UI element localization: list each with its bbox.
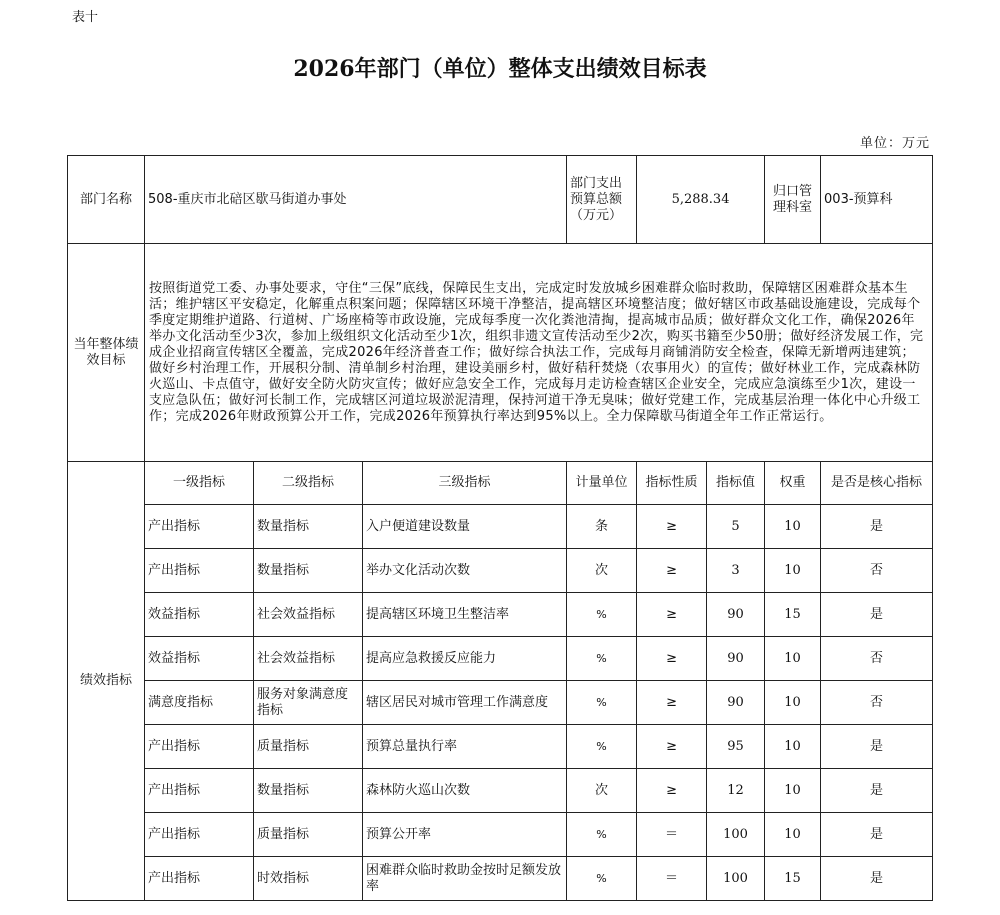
nature-cell: ≥	[637, 769, 707, 813]
nature-cell: ≥	[637, 593, 707, 637]
table-row	[68, 637, 933, 681]
value-cell: 90	[707, 637, 765, 681]
level2-cell: 时效指标	[254, 857, 363, 901]
table-row	[68, 725, 933, 769]
dept-name-label: 部门名称	[68, 156, 145, 244]
level1-cell: 产出指标	[145, 549, 254, 593]
level1-cell: 产出指标	[145, 769, 254, 813]
value-cell: 90	[707, 593, 765, 637]
column-header: 指标值	[707, 462, 765, 505]
level3-cell: 提高应急救援反应能力	[363, 637, 567, 681]
header-row	[68, 156, 933, 244]
level2-cell: 社会效益指标	[254, 593, 363, 637]
core-cell: 是	[821, 769, 933, 813]
budget-label: 部门支出预算总额（万元）	[567, 156, 637, 244]
table-row	[68, 769, 933, 813]
level1-cell: 效益指标	[145, 637, 254, 681]
nature-cell: ≥	[637, 549, 707, 593]
value-cell: 5	[707, 505, 765, 549]
core-cell: 否	[821, 637, 933, 681]
unit-cell: %	[567, 637, 637, 681]
level3-cell: 预算总量执行率	[363, 725, 567, 769]
level3-cell: 入户便道建设数量	[363, 505, 567, 549]
core-cell: 是	[821, 813, 933, 857]
level2-cell: 社会效益指标	[254, 637, 363, 681]
value-cell: 12	[707, 769, 765, 813]
weight-cell: 15	[765, 593, 821, 637]
level2-cell: 数量指标	[254, 549, 363, 593]
core-cell: 否	[821, 549, 933, 593]
column-header: 一级指标	[145, 462, 254, 505]
level3-cell: 辖区居民对城市管理工作满意度	[363, 681, 567, 725]
performance-table	[67, 155, 933, 901]
level3-cell: 森林防火巡山次数	[363, 769, 567, 813]
level1-cell: 产出指标	[145, 813, 254, 857]
value-cell: 95	[707, 725, 765, 769]
unit-cell: 次	[567, 769, 637, 813]
goal-label: 当年整体绩效目标	[68, 244, 145, 462]
unit-cell: %	[567, 725, 637, 769]
table-row	[68, 681, 933, 725]
nature-cell: ≥	[637, 725, 707, 769]
level3-cell: 举办文化活动次数	[363, 549, 567, 593]
weight-cell: 10	[765, 769, 821, 813]
nature-cell: ＝	[637, 857, 707, 901]
nature-cell: ≥	[637, 637, 707, 681]
unit-cell: %	[567, 681, 637, 725]
table-row	[68, 505, 933, 549]
nature-cell: ＝	[637, 813, 707, 857]
table-row	[68, 593, 933, 637]
weight-cell: 10	[765, 637, 821, 681]
indicator-header-row	[68, 462, 933, 505]
weight-cell: 10	[765, 681, 821, 725]
core-cell: 否	[821, 681, 933, 725]
budget-value: 5,288.34	[637, 156, 765, 244]
indicators-section-label: 绩效指标	[68, 462, 145, 901]
nature-cell: ≥	[637, 681, 707, 725]
column-header: 二级指标	[254, 462, 363, 505]
core-cell: 是	[821, 857, 933, 901]
core-cell: 是	[821, 593, 933, 637]
unit-label: 单位：万元	[859, 136, 930, 151]
table-row	[68, 549, 933, 593]
level2-cell: 质量指标	[254, 813, 363, 857]
column-header: 权重	[765, 462, 821, 505]
column-header: 指标性质	[637, 462, 707, 505]
unit-cell: %	[567, 593, 637, 637]
weight-cell: 15	[765, 857, 821, 901]
weight-cell: 10	[765, 813, 821, 857]
goal-row	[68, 244, 933, 462]
weight-cell: 10	[765, 505, 821, 549]
unit-cell: 条	[567, 505, 637, 549]
weight-cell: 10	[765, 725, 821, 769]
level2-cell: 数量指标	[254, 505, 363, 549]
level1-cell: 产出指标	[145, 725, 254, 769]
value-cell: 100	[707, 857, 765, 901]
value-cell: 3	[707, 549, 765, 593]
unit-cell: 次	[567, 549, 637, 593]
level1-cell: 效益指标	[145, 593, 254, 637]
page-title: 2026年部门（单位）整体支出绩效目标表	[293, 56, 707, 82]
level2-cell: 服务对象满意度指标	[254, 681, 363, 725]
unit-cell: %	[567, 857, 637, 901]
core-cell: 是	[821, 725, 933, 769]
level2-cell: 数量指标	[254, 769, 363, 813]
table-row	[68, 857, 933, 901]
level3-cell: 困难群众临时救助金按时足额发放率	[363, 857, 567, 901]
column-header: 三级指标	[363, 462, 567, 505]
level3-cell: 提高辖区环境卫生整洁率	[363, 593, 567, 637]
level1-cell: 产出指标	[145, 857, 254, 901]
column-header: 计量单位	[567, 462, 637, 505]
mgmt-label: 归口管理科室	[765, 156, 821, 244]
mgmt-value: 003-预算科	[821, 156, 933, 244]
level3-cell: 预算公开率	[363, 813, 567, 857]
table-number: 表十	[72, 10, 99, 25]
value-cell: 100	[707, 813, 765, 857]
column-header: 是否是核心指标	[821, 462, 933, 505]
table-row	[68, 813, 933, 857]
level1-cell: 产出指标	[145, 505, 254, 549]
weight-cell: 10	[765, 549, 821, 593]
level1-cell: 满意度指标	[145, 681, 254, 725]
value-cell: 90	[707, 681, 765, 725]
goal-text: 按照街道党工委、办事处要求，守住“三保”底线，保障民生支出，完成定时发放城乡困难群众临时救助，保障辖区困难群众基本生活；维护辖区平安稳定，化解重点积案问题；保障辖区环境干净整洁，提高辖区环境整洁度；做好辖区市政基础设施建设，完成每个季度定期维护道路、行道树、广场座椅等市政设施，完成每季度一次化粪池清掏，提高城市品质；做好群众文化工作，确保2026年举办文化活动至少3次，参加上级组织文化活动至少1次，组织非遗文宣传活动至少2次，购买书籍至少50册；做好经济发展工作，完成企业招商宣传辖区全覆盖，完成2026年经济普查工作；做好综合执法工作，完成每月商铺消防安全检查，保障无新增两违建筑；做好乡村治理工作，开展积分制、清单制乡村治理，建设美丽乡村，做好秸秆焚烧（农事用火）的宣传；做好林业工作，完成森林防火巡山、卡点值守，做好安全防火防灾宣传；做好应急安全工作，完成每月走访检查辖区企业安全，完成应急演练至少1次，建设一支应急队伍；做好河长制工作，完成辖区河道垃圾淤泥清理，保持河道干净无臭味；做好党建工作，完成基层治理一体化中心升级工作；完成2026年财政预算公开工作，完成2026年预算执行率达到95%以上。全力保障歇马街道全年工作正常运行。	[145, 244, 933, 462]
core-cell: 是	[821, 505, 933, 549]
unit-cell: %	[567, 813, 637, 857]
level2-cell: 质量指标	[254, 725, 363, 769]
dept-name-value: 508-重庆市北碚区歇马街道办事处	[145, 156, 567, 244]
nature-cell: ≥	[637, 505, 707, 549]
